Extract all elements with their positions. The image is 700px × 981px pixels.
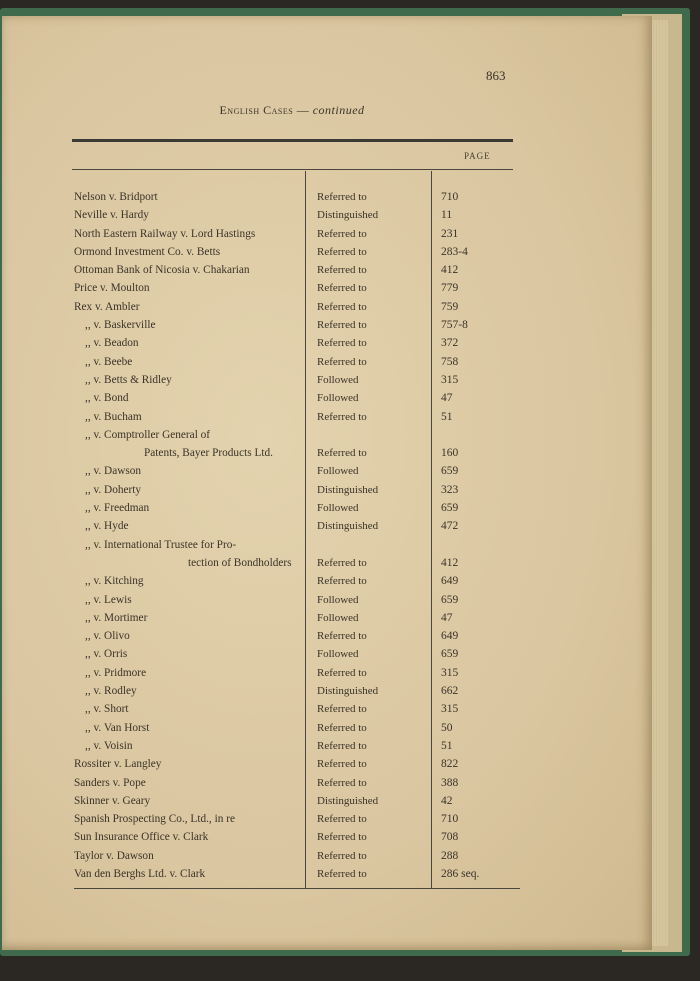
treatment: Referred to [317, 319, 367, 332]
case-name: ,, v. Doherty [85, 483, 142, 496]
case-name-line1: ,, v. Comptroller General of [85, 428, 211, 441]
treatment: Followed [317, 392, 359, 405]
treatment: Distinguished [317, 520, 379, 533]
treatment: Followed [317, 611, 359, 624]
case-name: ,, v. Mortimer [85, 611, 148, 624]
page-ref: 315 [441, 666, 459, 679]
treatment: Referred to [317, 355, 367, 368]
treatment: Referred to [317, 575, 367, 588]
table-row [2, 188, 642, 206]
table-row [2, 334, 642, 352]
running-head-dash: — [296, 103, 310, 117]
case-name: ,, v. Dawson [85, 465, 142, 478]
table-row [2, 353, 642, 371]
column-header-rule [72, 169, 513, 170]
case-name: ,, v. Voisin [85, 739, 133, 752]
page-ref: 659 [441, 648, 459, 661]
case-name-line2: tection of Bondholders [188, 556, 292, 569]
header-rule [72, 139, 513, 142]
page-ref: 51 [441, 739, 453, 752]
page-ref: 160 [441, 447, 459, 460]
page-ref: 323 [441, 483, 459, 496]
treatment: Referred to [317, 666, 367, 679]
treatment: Followed [317, 502, 359, 515]
table-row [2, 279, 642, 297]
case-name: ,, v. Beadon [85, 337, 139, 350]
case-name-line2: Patents, Bayer Products Ltd. [144, 447, 273, 460]
table-row [2, 261, 642, 279]
treatment: Referred to [317, 282, 367, 295]
treatment: Referred to [317, 831, 367, 844]
case-name: ,, v. Orris [85, 648, 128, 661]
case-name: Ormond Investment Co. v. Betts [74, 245, 221, 258]
page-ref: 286 seq. [441, 867, 480, 880]
case-name: ,, v. Lewis [85, 593, 132, 606]
page-ref: 708 [441, 831, 459, 844]
treatment: Referred to [317, 245, 367, 258]
case-name: Rex v. Ambler [74, 300, 140, 313]
page-ref: 710 [441, 191, 459, 203]
page-column-header: PAGE [464, 151, 491, 161]
treatment: Referred to [317, 776, 367, 789]
table-row [2, 591, 642, 609]
table-row [2, 572, 642, 590]
page-ref: 779 [441, 282, 459, 295]
treatment: Distinguished [317, 685, 379, 698]
table-row [2, 627, 642, 645]
case-name: ,, v. Olivo [85, 630, 130, 643]
page-ref: 231 [441, 227, 459, 240]
treatment: Referred to [317, 867, 367, 880]
table-row [2, 755, 642, 773]
case-name: ,, v. Kitching [85, 575, 144, 588]
table-row [2, 371, 642, 389]
case-name: Taylor v. Dawson [74, 849, 154, 862]
treatment: Referred to [317, 300, 367, 313]
table-row [2, 389, 642, 407]
table-row [2, 316, 642, 334]
treatment: Referred to [317, 227, 367, 240]
treatment: Followed [317, 593, 359, 606]
case-name: ,, v. Short [85, 703, 129, 716]
case-name: ,, v. Betts & Ridley [85, 373, 172, 386]
case-name: Price v. Moulton [74, 282, 150, 295]
case-name: Nelson v. Bridport [74, 191, 158, 203]
table-row [2, 774, 642, 792]
book-page [2, 16, 652, 950]
running-head-continued: continued [312, 103, 365, 117]
case-name: Van den Berghs Ltd. v. Clark [74, 867, 206, 880]
case-name: Ottoman Bank of Nicosia v. Chakarian [74, 264, 250, 277]
page-ref: 472 [441, 520, 459, 533]
table-row [2, 408, 642, 426]
table-row [2, 225, 642, 243]
table-bottom-rule [74, 888, 520, 889]
page-ref: 757-8 [441, 319, 468, 332]
case-name: Sun Insurance Office v. Clark [74, 831, 209, 844]
page-ref: 47 [441, 611, 453, 624]
treatment: Distinguished [317, 483, 379, 496]
case-name: ,, v. Bond [85, 392, 129, 405]
page-ref: 759 [441, 300, 459, 313]
running-head-title: English Cases [219, 103, 294, 117]
table-row [2, 481, 642, 499]
treatment: Referred to [317, 447, 367, 460]
table-row [2, 737, 642, 755]
case-name: Rossiter v. Langley [74, 758, 162, 771]
treatment: Referred to [317, 264, 367, 277]
case-name: Sanders v. Pope [74, 776, 146, 789]
page-ref: 315 [441, 373, 459, 386]
treatment: Followed [317, 465, 359, 478]
page-ref: 649 [441, 575, 459, 588]
page-ref: 372 [441, 337, 459, 350]
case-name: ,, v. Hyde [85, 520, 129, 533]
case-name: ,, v. Baskerville [85, 319, 156, 332]
page-ref: 288 [441, 849, 459, 862]
treatment: Referred to [317, 410, 367, 423]
page-ref: 42 [441, 794, 453, 807]
page-ref: 47 [441, 392, 453, 405]
table-row [2, 719, 642, 737]
case-name: ,, v. Rodley [85, 685, 137, 698]
case-name: Spanish Prospecting Co., Ltd., in re [74, 813, 235, 826]
case-name: ,, v. Beebe [85, 355, 133, 368]
page-ref: 659 [441, 593, 459, 606]
treatment: Referred to [317, 556, 367, 569]
page-ref: 649 [441, 630, 459, 643]
table-row [2, 536, 642, 573]
table-row [2, 298, 642, 316]
page-ref: 412 [441, 264, 459, 277]
case-name-line1: ,, v. International Trustee for Pro- [85, 538, 237, 551]
table-row [2, 700, 642, 718]
page-ref: 758 [441, 355, 459, 368]
page-edges [652, 20, 668, 946]
table-row [2, 792, 642, 810]
table-row [2, 865, 642, 883]
table-row [2, 426, 642, 463]
treatment: Followed [317, 648, 359, 661]
table-row [2, 609, 642, 627]
page-ref: 50 [441, 721, 453, 734]
page-ref: 11 [441, 209, 453, 222]
treatment: Referred to [317, 813, 367, 826]
treatment: Distinguished [317, 794, 379, 807]
page-ref: 659 [441, 502, 459, 515]
treatment: Referred to [317, 191, 367, 203]
page-ref: 710 [441, 813, 459, 826]
page-ref: 659 [441, 465, 459, 478]
page-ref: 51 [441, 410, 453, 423]
running-head [72, 103, 512, 118]
treatment: Referred to [317, 630, 367, 643]
table-row [2, 810, 642, 828]
table-row [2, 682, 642, 700]
case-name: Neville v. Hardy [74, 209, 149, 222]
treatment: Referred to [317, 337, 367, 350]
case-name: ,, v. Van Horst [85, 721, 150, 734]
table-row [2, 847, 642, 865]
page-number: 863 [486, 68, 506, 83]
table-row [2, 499, 642, 517]
case-table [2, 188, 642, 883]
page-ref: 662 [441, 685, 459, 698]
table-row [2, 828, 642, 846]
case-name: ,, v. Bucham [85, 410, 142, 423]
case-name: North Eastern Railway v. Lord Hastings [74, 227, 256, 240]
treatment: Referred to [317, 739, 367, 752]
table-row [2, 462, 642, 480]
page-ref: 412 [441, 556, 459, 569]
page-ref: 388 [441, 776, 459, 789]
case-name: ,, v. Freedman [85, 502, 150, 515]
table-row [2, 645, 642, 663]
page-ref: 283-4 [441, 245, 468, 258]
table-row [2, 206, 642, 224]
case-name: Skinner v. Geary [74, 794, 151, 807]
treatment: Followed [317, 373, 359, 386]
treatment: Distinguished [317, 209, 379, 222]
page-ref: 315 [441, 703, 459, 716]
treatment: Referred to [317, 721, 367, 734]
treatment: Referred to [317, 703, 367, 716]
case-name: ,, v. Pridmore [85, 666, 147, 679]
page-ref: 822 [441, 758, 459, 771]
table-row [2, 664, 642, 682]
table-row [2, 517, 642, 535]
treatment: Referred to [317, 758, 367, 771]
treatment: Referred to [317, 849, 367, 862]
table-row [2, 243, 642, 261]
